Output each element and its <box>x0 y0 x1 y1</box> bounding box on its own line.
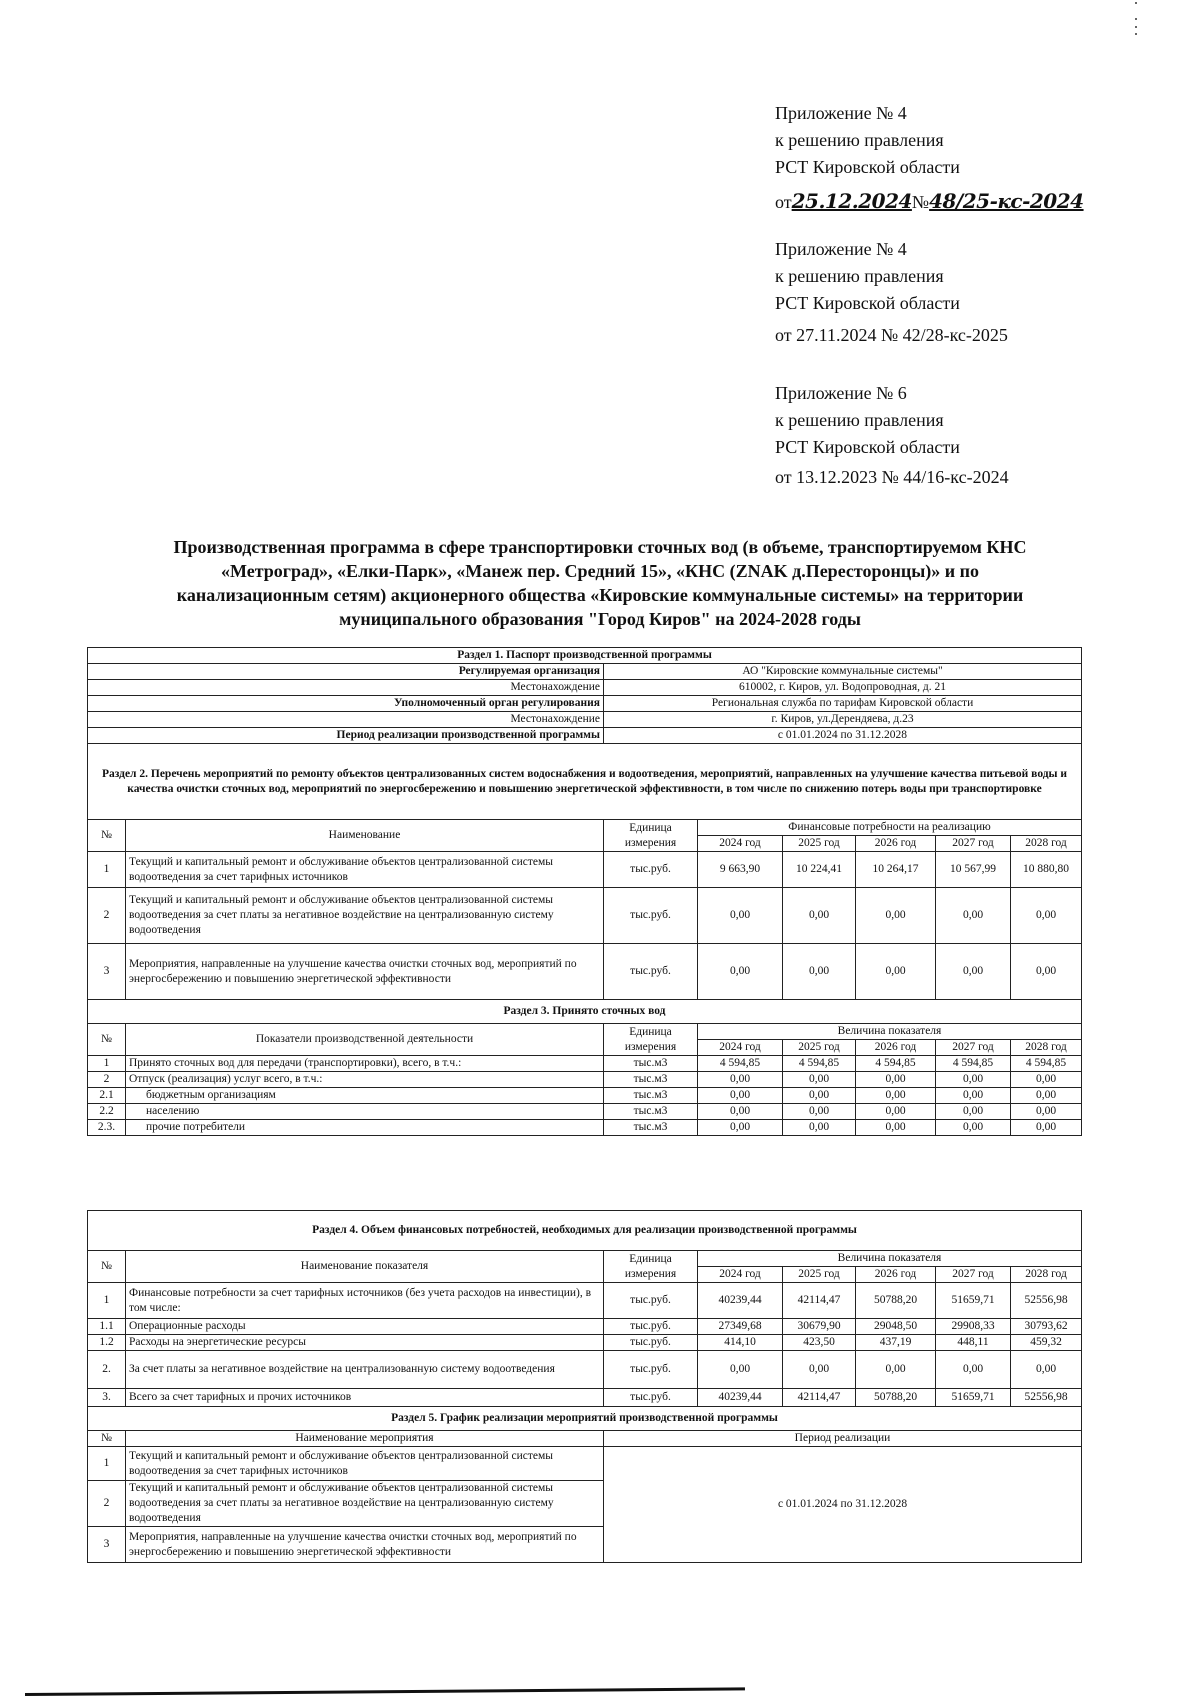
row-name: Принято сточных вод для передачи (транспортировки), всего, в т.ч.: <box>126 1056 604 1072</box>
section1-row <box>88 680 1082 696</box>
row-value: 42114,47 <box>783 1389 856 1407</box>
section4-year: 2024 год <box>698 1267 783 1283</box>
appendix-block-1 <box>775 100 1084 216</box>
row-value: 10 224,41 <box>783 852 856 888</box>
section4-year: 2027 год <box>936 1267 1011 1283</box>
section4-header-row <box>88 1251 1082 1267</box>
row-num: 2 <box>88 1072 126 1088</box>
row-value: 0,00 <box>936 944 1011 1000</box>
appendix-block-3 <box>775 380 1009 491</box>
row-value: 0,00 <box>856 944 936 1000</box>
row-value: 0,00 <box>783 1351 856 1389</box>
section1-title-row <box>88 648 1082 664</box>
row-value: 0,00 <box>783 888 856 944</box>
section2-header-row <box>88 820 1082 836</box>
section2-table-row <box>88 944 1082 1000</box>
title-line-1: Производственная программа в сфере транспортировки сточных вод (в объеме, транспортируемом КНС <box>173 537 1027 557</box>
row-num: 1 <box>88 1283 126 1319</box>
scan-speck <box>1135 33 1137 35</box>
section3-year: 2024 год <box>698 1040 783 1056</box>
section2-header-name: Наименование <box>126 820 604 852</box>
row-value: 0,00 <box>783 944 856 1000</box>
row-value: 0,00 <box>1011 1072 1082 1088</box>
section3-year: 2025 год <box>783 1040 856 1056</box>
row-name: Операционные расходы <box>126 1319 604 1335</box>
section1-value: АО "Кировские коммунальные системы" <box>604 664 1082 680</box>
row-value: 0,00 <box>698 1072 783 1088</box>
section4-year: 2025 год <box>783 1267 856 1283</box>
section4-title: Раздел 4. Объем финансовых потребностей, необходимых для реализации производственной программы <box>88 1211 1082 1251</box>
row-value: 0,00 <box>1011 1104 1082 1120</box>
row-value: 40239,44 <box>698 1283 783 1319</box>
row-num: 2 <box>88 1481 126 1527</box>
section2-year: 2025 год <box>783 836 856 852</box>
section5-header-row <box>88 1431 1082 1447</box>
row-value: 0,00 <box>1011 1088 1082 1104</box>
program-table-main <box>87 647 1082 1136</box>
section2-title: Раздел 2. Перечень мероприятий по ремонту объектов централизованных систем водоснабжения и водоотведения, мероприятий, направленных на улучшение качества питьевой воды и качества очистки сточных вод, мероприятий по энергосбережению и повышению энергетической эффективности, в том числе по снижению потерь воды при транспортировке <box>88 744 1082 820</box>
section4-table-row <box>88 1351 1082 1389</box>
row-value: 50788,20 <box>856 1389 936 1407</box>
section1-value: Региональная служба по тарифам Кировской области <box>604 696 1082 712</box>
row-value: 0,00 <box>1011 944 1082 1000</box>
row-value: 9 663,90 <box>698 852 783 888</box>
section1-label: Регулируемая организация <box>88 664 604 680</box>
section5-header-period: Период реализации <box>604 1431 1082 1447</box>
appendix-block-2 <box>775 236 1008 349</box>
title-line-2: «Метроград», «Елки-Парк», «Манеж пер. Средний 15», «КНС (ZNAK д.Пересторонцы)» и по <box>220 561 980 581</box>
appendix-2-line-2: к решению правления <box>775 266 944 286</box>
row-value: 0,00 <box>1011 1351 1082 1389</box>
row-num: 2.3. <box>88 1120 126 1136</box>
row-value: 0,00 <box>698 1351 783 1389</box>
section3-year: 2027 год <box>936 1040 1011 1056</box>
section2-table-row <box>88 852 1082 888</box>
row-value: 0,00 <box>936 1072 1011 1088</box>
row-value: 4 594,85 <box>936 1056 1011 1072</box>
row-num: 2 <box>88 888 126 944</box>
section3-year: 2028 год <box>1011 1040 1082 1056</box>
row-value: 50788,20 <box>856 1283 936 1319</box>
row-value: 4 594,85 <box>1011 1056 1082 1072</box>
section3-header-num: № <box>88 1024 126 1056</box>
section2-year: 2026 год <box>856 836 936 852</box>
row-name: Текущий и капитальный ремонт и обслуживание объектов централизованной системы водоотведения за счет тарифных источников <box>126 852 604 888</box>
row-unit: тыс.руб. <box>604 888 698 944</box>
section2-year: 2027 год <box>936 836 1011 852</box>
row-value: 40239,44 <box>698 1389 783 1407</box>
row-value: 0,00 <box>783 1120 856 1136</box>
row-value: 0,00 <box>698 1088 783 1104</box>
row-value: 0,00 <box>856 1351 936 1389</box>
section2-year: 2028 год <box>1011 836 1082 852</box>
section4-table-row <box>88 1335 1082 1351</box>
row-value: 0,00 <box>698 1104 783 1120</box>
row-value: 448,11 <box>936 1335 1011 1351</box>
row-value: 0,00 <box>856 888 936 944</box>
appendix-1-line-1: Приложение № 4 <box>775 103 907 123</box>
section2-header-num: № <box>88 820 126 852</box>
row-value: 42114,47 <box>783 1283 856 1319</box>
row-name: Финансовые потребности за счет тарифных источников (без учета расходов на инвестиции), в том числе: <box>126 1283 604 1319</box>
row-value: 0,00 <box>698 944 783 1000</box>
section5-table-row <box>88 1447 1082 1481</box>
row-unit: тыс.м3 <box>604 1056 698 1072</box>
row-value: 0,00 <box>783 1088 856 1104</box>
row-value: 423,50 <box>783 1335 856 1351</box>
row-value: 0,00 <box>783 1072 856 1088</box>
row-value: 51659,71 <box>936 1283 1011 1319</box>
section2-header-group: Финансовые потребности на реализацию <box>698 820 1082 836</box>
section3-title-row <box>88 1000 1082 1024</box>
row-num: 2.2 <box>88 1104 126 1120</box>
section2-title-row <box>88 744 1082 820</box>
row-value: 0,00 <box>856 1120 936 1136</box>
appendix-1-number-sign: № <box>911 192 930 212</box>
section1-value: с 01.01.2024 по 31.12.2028 <box>604 728 1082 744</box>
appendix-2-line-1: Приложение № 4 <box>775 239 907 259</box>
section4-table-row <box>88 1283 1082 1319</box>
section5-title: Раздел 5. График реализации мероприятий производственной программы <box>88 1407 1082 1431</box>
row-value: 414,10 <box>698 1335 783 1351</box>
section4-year: 2026 год <box>856 1267 936 1283</box>
program-table-financial <box>87 1210 1082 1563</box>
section4-header-num: № <box>88 1251 126 1283</box>
section2-year: 2024 год <box>698 836 783 852</box>
row-value: 0,00 <box>936 1120 1011 1136</box>
section3-table-row <box>88 1056 1082 1072</box>
row-value: 29048,50 <box>856 1319 936 1335</box>
section3-title: Раздел 3. Принято сточных вод <box>88 1000 1082 1024</box>
row-name: Отпуск (реализация) услуг всего, в т.ч.: <box>126 1072 604 1088</box>
section5-header-num: № <box>88 1431 126 1447</box>
row-value: 0,00 <box>698 1120 783 1136</box>
row-unit: тыс.руб. <box>604 1283 698 1319</box>
row-value: 0,00 <box>936 1088 1011 1104</box>
row-value: 0,00 <box>698 888 783 944</box>
section1-row <box>88 696 1082 712</box>
section3-header-unit: Единица измерения <box>604 1024 698 1056</box>
section3-header-group: Величина показателя <box>698 1024 1082 1040</box>
section4-table-row <box>88 1319 1082 1335</box>
row-value: 51659,71 <box>936 1389 1011 1407</box>
scan-speck <box>1135 26 1137 28</box>
row-name: Текущий и капитальный ремонт и обслуживание объектов централизованной системы водоотведения за счет платы за негативное воздействие на централизованную систему водоотведения <box>126 888 604 944</box>
section5-title-row <box>88 1407 1082 1431</box>
row-num: 1 <box>88 1447 126 1481</box>
section3-header-row <box>88 1024 1082 1040</box>
section1-label: Уполномоченный орган регулирования <box>88 696 604 712</box>
appendix-1-date-prefix: от <box>775 192 792 212</box>
row-value: 0,00 <box>856 1072 936 1088</box>
appendix-3-line-2: к решению правления <box>775 410 944 430</box>
section1-label: Период реализации производственной программы <box>88 728 604 744</box>
row-value: 52556,98 <box>1011 1283 1082 1319</box>
section2-header-unit: Единица измерения <box>604 820 698 852</box>
title-line-3: канализационным сетям) акционерного общества «Кировские коммунальные системы» на территории <box>176 585 1024 605</box>
appendix-1-line-3: РСТ Кировской области <box>775 157 960 177</box>
row-unit: тыс.руб. <box>604 1319 698 1335</box>
appendix-1-date-line <box>775 188 1084 216</box>
appendix-3-line-1: Приложение № 6 <box>775 383 907 403</box>
section1-title: Раздел 1. Паспорт производственной программы <box>88 648 1082 664</box>
row-value: 30793,62 <box>1011 1319 1082 1335</box>
row-unit: тыс.руб. <box>604 944 698 1000</box>
row-value: 4 594,85 <box>783 1056 856 1072</box>
appendix-1-handwritten-number: 48/25-кс-2024 <box>929 189 1084 213</box>
scan-speck <box>1135 18 1137 20</box>
section1-label: Местонахождение <box>88 680 604 696</box>
section1-row <box>88 712 1082 728</box>
section4-header-group: Величина показателя <box>698 1251 1082 1267</box>
row-num: 3. <box>88 1389 126 1407</box>
appendix-3-line-4: от 13.12.2023 № 44/16-кс-2024 <box>775 467 1009 487</box>
row-value: 437,19 <box>856 1335 936 1351</box>
row-name: Текущий и капитальный ремонт и обслуживание объектов централизованной системы водоотведения за счет тарифных источников <box>126 1447 604 1481</box>
row-value: 0,00 <box>856 1104 936 1120</box>
section5-header-name: Наименование мероприятия <box>126 1431 604 1447</box>
row-value: 10 880,80 <box>1011 852 1082 888</box>
section4-table-row <box>88 1389 1082 1407</box>
section1-value: 610002, г. Киров, ул. Водопроводная, д. 21 <box>604 680 1082 696</box>
section4-header-unit: Единица измерения <box>604 1251 698 1283</box>
row-value: 0,00 <box>1011 888 1082 944</box>
row-value: 10 567,99 <box>936 852 1011 888</box>
appendix-2-line-3: РСТ Кировской области <box>775 293 960 313</box>
row-name: бюджетным организациям <box>126 1088 604 1104</box>
section5-period-value: с 01.01.2024 по 31.12.2028 <box>604 1447 1082 1563</box>
row-unit: тыс.м3 <box>604 1072 698 1088</box>
document-title <box>100 535 1100 631</box>
row-name: прочие потребители <box>126 1120 604 1136</box>
section1-label: Местонахождение <box>88 712 604 728</box>
section3-year: 2026 год <box>856 1040 936 1056</box>
row-value: 4 594,85 <box>856 1056 936 1072</box>
section4-year: 2028 год <box>1011 1267 1082 1283</box>
row-name: Текущий и капитальный ремонт и обслуживание объектов централизованной системы водоотведения за счет платы за негативное воздействие на централизованную систему водоотведения <box>126 1481 604 1527</box>
row-num: 3 <box>88 944 126 1000</box>
row-num: 3 <box>88 1527 126 1563</box>
section3-table-row <box>88 1072 1082 1088</box>
row-value: 0,00 <box>856 1088 936 1104</box>
row-name: Всего за счет тарифных и прочих источников <box>126 1389 604 1407</box>
scan-speck <box>1135 2 1137 4</box>
section3-header-name: Показатели производственной деятельности <box>126 1024 604 1056</box>
appendix-2-line-4: от 27.11.2024 № 42/28-кс-2025 <box>775 325 1008 345</box>
row-name: За счет платы за негативное воздействие на централизованную систему водоотведения <box>126 1351 604 1389</box>
section2-table-row <box>88 888 1082 944</box>
row-value: 10 264,17 <box>856 852 936 888</box>
row-unit: тыс.руб. <box>604 1335 698 1351</box>
section3-table-row <box>88 1104 1082 1120</box>
section3-table-row <box>88 1088 1082 1104</box>
row-name: Расходы на энергетические ресурсы <box>126 1335 604 1351</box>
row-num: 2. <box>88 1351 126 1389</box>
row-unit: тыс.руб. <box>604 1389 698 1407</box>
section3-table-row <box>88 1120 1082 1136</box>
row-value: 0,00 <box>1011 1120 1082 1136</box>
section4-title-row <box>88 1211 1082 1251</box>
appendix-3-line-3: РСТ Кировской области <box>775 437 960 457</box>
row-unit: тыс.м3 <box>604 1120 698 1136</box>
row-num: 2.1 <box>88 1088 126 1104</box>
row-value: 29908,33 <box>936 1319 1011 1335</box>
scan-bottom-edge-line <box>25 1687 745 1696</box>
row-name: Мероприятия, направленные на улучшение качества очистки сточных вод, мероприятий по энергосбережению и повышению энергетической эффективности <box>126 1527 604 1563</box>
row-num: 1.1 <box>88 1319 126 1335</box>
row-value: 459,32 <box>1011 1335 1082 1351</box>
row-value: 0,00 <box>936 1104 1011 1120</box>
row-value: 30679,90 <box>783 1319 856 1335</box>
row-value: 0,00 <box>936 1351 1011 1389</box>
title-line-4: муниципального образования "Город Киров" на 2024-2028 годы <box>339 609 861 629</box>
row-unit: тыс.руб. <box>604 852 698 888</box>
row-unit: тыс.м3 <box>604 1104 698 1120</box>
row-value: 4 594,85 <box>698 1056 783 1072</box>
row-value: 0,00 <box>783 1104 856 1120</box>
appendix-1-line-2: к решению правления <box>775 130 944 150</box>
row-num: 1.2 <box>88 1335 126 1351</box>
row-num: 1 <box>88 1056 126 1072</box>
row-value: 27349,68 <box>698 1319 783 1335</box>
section1-row <box>88 664 1082 680</box>
section1-value: г. Киров, ул.Дерендяева, д.23 <box>604 712 1082 728</box>
appendix-1-handwritten-date: 25.12.2024 <box>791 189 912 213</box>
section1-row <box>88 728 1082 744</box>
row-name: населению <box>126 1104 604 1120</box>
section4-header-name: Наименование показателя <box>126 1251 604 1283</box>
row-value: 52556,98 <box>1011 1389 1082 1407</box>
row-name: Мероприятия, направленные на улучшение качества очистки сточных вод, мероприятий по энергосбережению и повышению энергетической эффективности <box>126 944 604 1000</box>
row-unit: тыс.м3 <box>604 1088 698 1104</box>
row-num: 1 <box>88 852 126 888</box>
row-unit: тыс.руб. <box>604 1351 698 1389</box>
row-value: 0,00 <box>936 888 1011 944</box>
